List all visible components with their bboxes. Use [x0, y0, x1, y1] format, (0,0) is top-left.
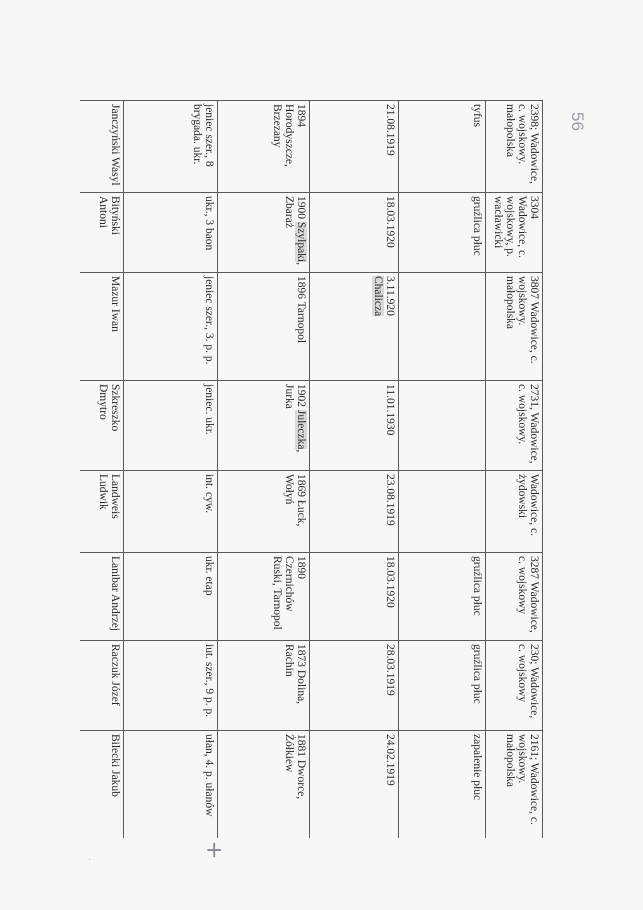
field-row-burial [486, 101, 543, 839]
unit-cell [124, 101, 218, 193]
birth-text: 1894 Horodyszcze, Brzezany [271, 104, 307, 167]
burial-place-text: Wadowice, c. żydowski [516, 474, 540, 536]
cause-of-death-cell [399, 101, 486, 193]
field-row-date [310, 101, 399, 839]
person-name-text: Bilecki Jakub [109, 734, 121, 797]
death-date-text: 28.03.1919 [384, 644, 396, 696]
unit-text: ułan, 4. p. ułanów [203, 734, 215, 817]
unit-cell [124, 641, 218, 731]
unit-text: iut. szer., 9 p. p. [203, 644, 215, 718]
burial-place-cell [486, 731, 543, 839]
death-date-cell [310, 273, 399, 381]
death-date-text: 21.08.1919 [384, 104, 396, 156]
birth-text: 1869 Łuck, Wołyń [283, 474, 307, 527]
death-date-cell [310, 553, 399, 641]
cause-of-death-cell [399, 641, 486, 731]
table-body [80, 101, 543, 839]
death-date-cell [310, 471, 399, 553]
cause-of-death-text: gruźlica płuc [471, 644, 483, 704]
unit-text: ukr., 3 baon [203, 196, 215, 251]
cause-of-death-text: gruźlica płuc [471, 196, 483, 256]
unit-cell [124, 381, 218, 471]
birth-text: 1873 Dolina, Rachin [283, 644, 307, 705]
cause-of-death-text: tyfus [471, 104, 483, 127]
death-date-text: 11.01.1930 [384, 384, 396, 436]
birth-cell [218, 553, 310, 641]
death-date-cell [310, 731, 399, 839]
cause-of-death-cell [399, 273, 486, 381]
unit-cell [124, 553, 218, 641]
death-date-text: 24.02.1919 [384, 734, 396, 786]
burial-place-text: 2398; Wadowice, c. wojskowy. małopolska [504, 104, 540, 184]
birth-text: 1900 [295, 196, 307, 222]
burial-place-cell [486, 641, 543, 731]
unit-cell [124, 193, 218, 273]
person-name-cell [80, 273, 124, 381]
person-name-cell [80, 101, 124, 193]
unit-cell [124, 471, 218, 553]
records-table [80, 100, 543, 838]
burial-place-text: 230; Wadowice, c. wojskowy [516, 644, 540, 719]
burial-place-text: 3807 Wadowice, c. wojskowy. małopolska [504, 276, 540, 364]
birth-cell [218, 471, 310, 553]
cause-of-death-cell [399, 193, 486, 273]
cause-of-death-cell [399, 381, 486, 471]
burial-place-cell [486, 273, 543, 381]
birth-cell [218, 641, 310, 731]
person-name-text: Szkreszko Dmytro [97, 384, 121, 432]
burial-place-cell [486, 381, 543, 471]
death-date-text: 3.11.920 [384, 276, 396, 316]
death-date-cell [310, 381, 399, 471]
birth-cell [218, 381, 310, 471]
pencil-cross-mark: + [205, 838, 224, 863]
death-place-highlight: Chalicza [372, 276, 384, 317]
person-name-cell [80, 731, 124, 839]
birth-place-highlight: Szylpaki [295, 221, 307, 263]
field-row-birth [218, 101, 310, 839]
death-date-text: 23.08.1919 [384, 474, 396, 526]
birth-cell [218, 731, 310, 839]
unit-text: jeniec szer., 3. p. p. [203, 276, 215, 365]
cause-of-death-cell [399, 471, 486, 553]
burial-register-table [80, 100, 543, 838]
birth-text: 1896 Tarnopol [295, 276, 307, 344]
death-date-cell [310, 101, 399, 193]
unit-cell [124, 273, 218, 381]
page-number: 56 [568, 112, 587, 131]
person-name-cell [80, 193, 124, 273]
field-row-name [80, 101, 124, 839]
dot-mark: · [88, 855, 92, 866]
death-date-cell [310, 193, 399, 273]
birth-place-highlight: Juleczka [295, 409, 307, 450]
burial-place-text: 2161; Wadowice, c. wojskowy. małopolska [504, 734, 540, 825]
burial-place-text: 2731, Wadowice, c. wojskowy. [516, 384, 540, 464]
person-name-text: Raczuk Józef [109, 644, 121, 706]
death-date-text: 18.03.1920 [384, 196, 396, 248]
person-name-text: Janczyński Wasyl [109, 104, 121, 186]
unit-cell [124, 731, 218, 839]
birth-cell [218, 101, 310, 193]
unit-text: int. cyw. [203, 474, 215, 514]
burial-place-text: 3304 Wadowice, c. wojskowy, p. wacławicki [492, 196, 540, 258]
burial-place-cell [486, 553, 543, 641]
person-name-text: Bityński Antoni [97, 196, 121, 235]
cause-of-death-cell [399, 553, 486, 641]
birth-text: 1881 Dworce, Żółkiew [283, 734, 307, 800]
person-name-text: Landweis Ludwik [97, 474, 121, 519]
unit-text: ukr. etap [203, 556, 215, 596]
death-date-cell [310, 641, 399, 731]
person-name-text: Lanibar Andrzej [109, 556, 121, 632]
person-name-cell [80, 553, 124, 641]
person-name-cell [80, 471, 124, 553]
birth-text: , Jurka [283, 384, 307, 453]
person-name-text: Mazur Iwan [109, 276, 121, 332]
cause-of-death-cell [399, 731, 486, 839]
cause-of-death-text: gruźlica płuc [471, 556, 483, 616]
person-name-cell [80, 641, 124, 731]
burial-place-text: 3287 Wadowice, c. wojskowy [516, 556, 540, 633]
birth-text: 1890 Czernichów Ruski, Tarnopol [271, 556, 307, 630]
burial-place-cell [486, 101, 543, 193]
person-name-cell [80, 381, 124, 471]
death-date-text: 18.03.1920 [384, 556, 396, 608]
field-row-unit [124, 101, 218, 839]
burial-place-cell [486, 193, 543, 273]
birth-cell [218, 273, 310, 381]
unit-text: jeniec szer., 8 brygada. ukr. [191, 104, 215, 167]
birth-cell [218, 193, 310, 273]
field-row-cause [399, 101, 486, 839]
unit-text: jeniec. ukr. [203, 384, 215, 435]
cause-of-death-text: zapalenie płuc [471, 734, 483, 801]
birth-text: , Zbaraż [283, 196, 307, 265]
burial-place-cell [486, 471, 543, 553]
birth-text: 1902 [295, 384, 307, 410]
